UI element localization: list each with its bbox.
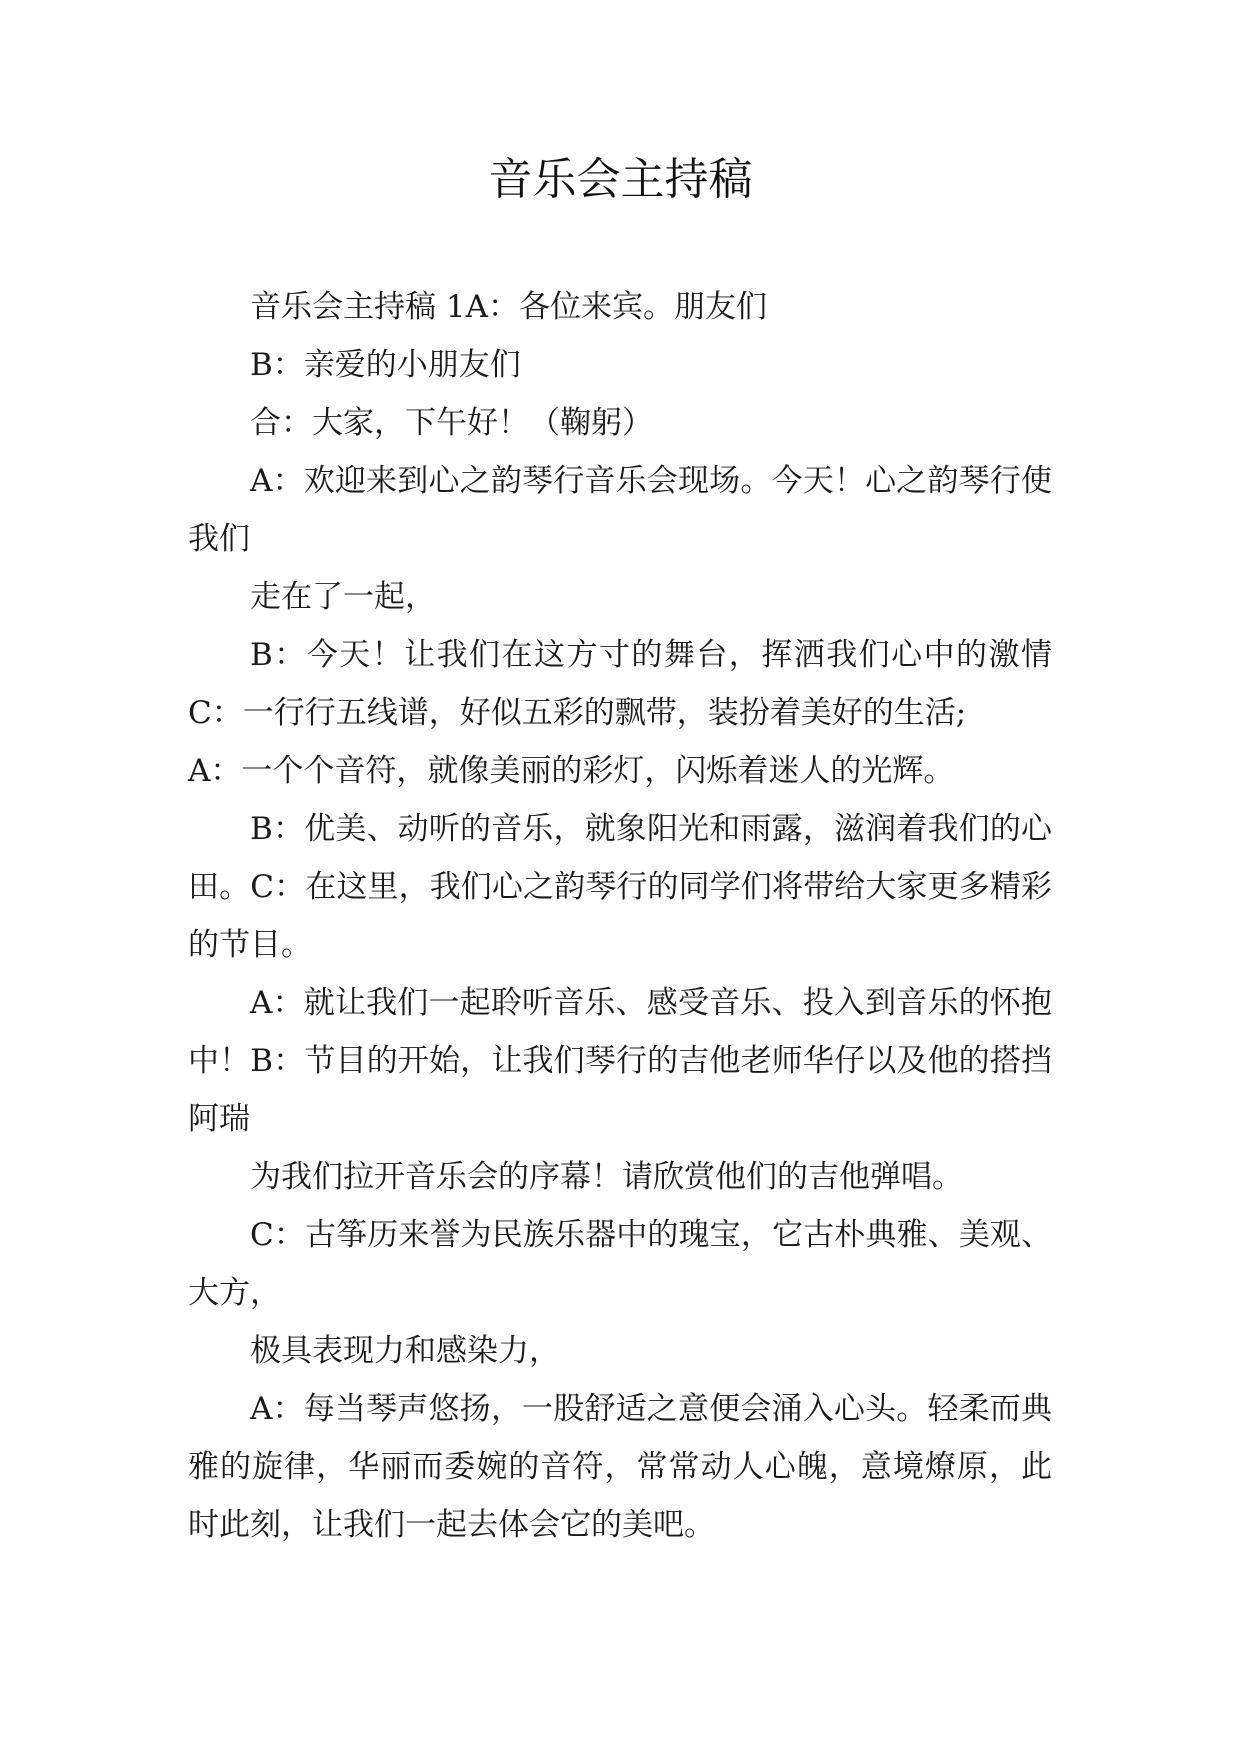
paragraph: 走在了一起， [250, 579, 436, 615]
paragraph: B：今天！让我们在这方寸的舞台，挥洒我们心中的激情 C：一行行五线谱，好似五彩的飘带，装扮着美好的生活; [188, 637, 1052, 731]
paragraph: A：就让我们一起聆听音乐、感受音乐、投入到音乐的怀抱中！B：节目的开始，让我们琴行的吉他老师华仔以及他的搭挡阿瑞 [188, 985, 1052, 1137]
document-title: 音乐会主持稿 [488, 154, 753, 205]
document-body [188, 278, 1052, 1554]
paragraph: A：一个个音符，就像美丽的彩灯，闪烁着迷人的光辉。 [188, 753, 955, 789]
paragraph: 为我们拉开音乐会的序幕！请欣赏他们的吉他弹唱。 [250, 1159, 963, 1195]
paragraph: A：欢迎来到心之韵琴行音乐会现场。今天！心之韵琴行使我们 [188, 463, 1052, 557]
paragraph: C：古筝历来誉为民族乐器中的瑰宝，它古朴典雅、美观、大方， [188, 1217, 1052, 1311]
paragraph: 音乐会主持稿 1A：各位来宾。朋友们 [250, 289, 767, 325]
paragraph: B：优美、动听的音乐，就象阳光和雨露，滋润着我们的心田。C：在这里，我们心之韵琴行的同学们将带给大家更多精彩的节目。 [188, 811, 1052, 963]
paragraph: B：亲爱的小朋友们 [250, 347, 521, 383]
paragraph: 合：大家，下午好！（鞠躬） [250, 405, 653, 441]
paragraph: 极具表现力和感染力， [250, 1333, 560, 1369]
paragraph: A：每当琴声悠扬，一股舒适之意便会涌入心头。轻柔而典雅的旋律，华丽而委婉的音符，常常动人心魄，意境燎原，此时此刻，让我们一起去体会它的美吧。 [188, 1391, 1052, 1543]
